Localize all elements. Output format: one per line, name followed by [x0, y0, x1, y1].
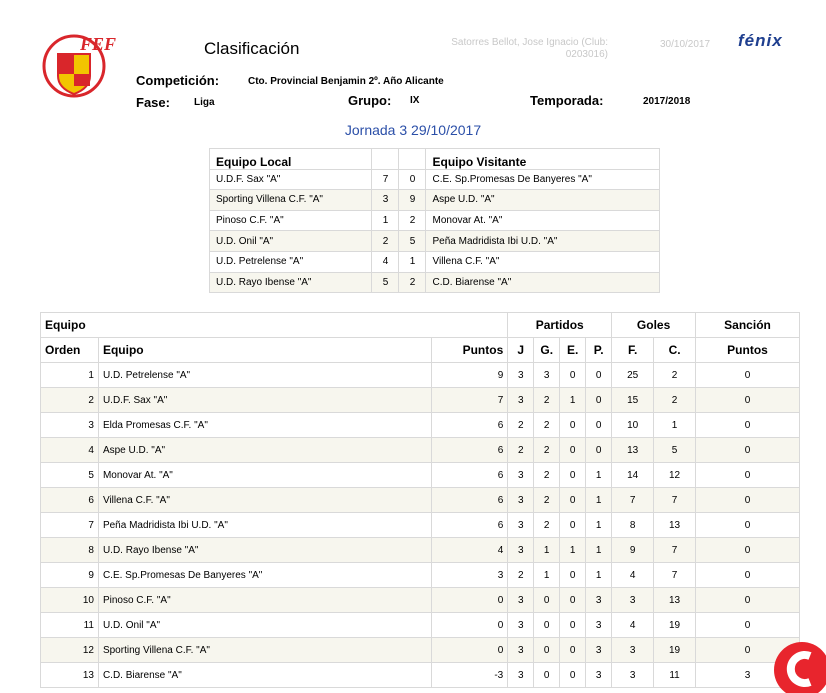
row-c: 7 — [654, 563, 696, 588]
col-g: G. — [534, 338, 560, 363]
row-e: 1 — [560, 388, 586, 413]
row-f: 13 — [612, 438, 654, 463]
row-j: 3 — [508, 538, 534, 563]
visit-team: Peña Madridista Ibi U.D. "A" — [426, 231, 660, 252]
row-puntos: 0 — [432, 638, 508, 663]
row-p: 0 — [586, 388, 612, 413]
row-j: 3 — [508, 638, 534, 663]
row-orden: 7 — [41, 513, 99, 538]
score-header-local — [372, 149, 399, 170]
row-e: 0 — [560, 438, 586, 463]
temporada-label: Temporada: — [530, 93, 604, 108]
print-date: 30/10/2017 — [660, 39, 711, 50]
row-c: 19 — [654, 638, 696, 663]
row-orden: 6 — [41, 488, 99, 513]
row-e: 0 — [560, 588, 586, 613]
col-equipo: Equipo — [98, 338, 431, 363]
col-orden: Orden — [41, 338, 99, 363]
table-row — [41, 413, 800, 438]
row-sancion: 0 — [696, 463, 800, 488]
col-c: C. — [654, 338, 696, 363]
row-p: 1 — [586, 463, 612, 488]
row-sancion: 0 — [696, 563, 800, 588]
row-g: 0 — [534, 613, 560, 638]
table-row — [41, 663, 800, 688]
row-j: 3 — [508, 513, 534, 538]
row-f: 9 — [612, 538, 654, 563]
match-row — [210, 231, 660, 252]
row-e: 0 — [560, 563, 586, 588]
grupo-value: IX — [410, 95, 420, 106]
row-sancion: 0 — [696, 538, 800, 563]
row-j: 3 — [508, 463, 534, 488]
group-header-partidos: Partidos — [508, 313, 612, 338]
row-sancion: 3 — [696, 663, 800, 688]
row-g: 0 — [534, 588, 560, 613]
visit-goals: 1 — [399, 251, 426, 272]
row-f: 7 — [612, 488, 654, 513]
brand-logo: fénix — [738, 31, 783, 50]
row-c: 13 — [654, 513, 696, 538]
row-g: 3 — [534, 363, 560, 388]
row-c: 19 — [654, 613, 696, 638]
row-orden: 13 — [41, 663, 99, 688]
row-sancion: 0 — [696, 588, 800, 613]
row-e: 0 — [560, 638, 586, 663]
row-f: 14 — [612, 463, 654, 488]
row-e: 1 — [560, 538, 586, 563]
visitante-header: Equipo Visitante — [426, 149, 660, 170]
row-equipo: Villena C.F. "A" — [98, 488, 431, 513]
table-row — [41, 463, 800, 488]
score-header-visit — [399, 149, 426, 170]
fase-label: Fase: — [136, 95, 170, 110]
row-p: 0 — [586, 438, 612, 463]
row-orden: 12 — [41, 638, 99, 663]
local-goals: 3 — [372, 190, 399, 211]
group-header-equipo: Equipo — [41, 313, 508, 338]
row-orden: 4 — [41, 438, 99, 463]
match-row — [210, 169, 660, 190]
match-row — [210, 272, 660, 293]
table-row — [41, 613, 800, 638]
competicion-label: Competición: — [136, 73, 220, 88]
row-puntos: 9 — [432, 363, 508, 388]
row-puntos: 6 — [432, 413, 508, 438]
temporada-value: 2017/2018 — [643, 96, 691, 107]
row-j: 2 — [508, 438, 534, 463]
table-row — [41, 563, 800, 588]
row-equipo: Elda Promesas C.F. "A" — [98, 413, 431, 438]
row-equipo: Pinoso C.F. "A" — [98, 588, 431, 613]
row-puntos: 6 — [432, 513, 508, 538]
group-header-goles: Goles — [612, 313, 696, 338]
row-puntos: 0 — [432, 588, 508, 613]
row-equipo: C.D. Biarense "A" — [98, 663, 431, 688]
row-equipo: C.E. Sp.Promesas De Banyeres "A" — [98, 563, 431, 588]
user-line-1: Satorres Bellot, Jose Ignacio (Club: — [451, 37, 608, 48]
row-orden: 3 — [41, 413, 99, 438]
row-j: 3 — [508, 488, 534, 513]
group-header-sancion: Sanción — [696, 313, 800, 338]
row-p: 3 — [586, 588, 612, 613]
row-orden: 11 — [41, 613, 99, 638]
row-f: 8 — [612, 513, 654, 538]
row-e: 0 — [560, 413, 586, 438]
row-p: 3 — [586, 638, 612, 663]
row-g: 2 — [534, 413, 560, 438]
row-g: 0 — [534, 638, 560, 663]
row-equipo: Peña Madridista Ibi U.D. "A" — [98, 513, 431, 538]
row-orden: 2 — [41, 388, 99, 413]
row-puntos: 7 — [432, 388, 508, 413]
row-puntos: 0 — [432, 613, 508, 638]
col-f: F. — [612, 338, 654, 363]
row-c: 1 — [654, 413, 696, 438]
row-f: 3 — [612, 663, 654, 688]
visit-goals: 9 — [399, 190, 426, 211]
table-row — [41, 488, 800, 513]
row-c: 2 — [654, 388, 696, 413]
row-f: 4 — [612, 613, 654, 638]
col-puntos: Puntos — [432, 338, 508, 363]
local-goals: 2 — [372, 231, 399, 252]
row-p: 1 — [586, 513, 612, 538]
row-equipo: Sporting Villena C.F. "A" — [98, 638, 431, 663]
row-p: 1 — [586, 488, 612, 513]
logo-text: FEF — [80, 34, 116, 54]
row-j: 3 — [508, 613, 534, 638]
row-g: 0 — [534, 663, 560, 688]
row-puntos: 4 — [432, 538, 508, 563]
results-table — [209, 148, 660, 293]
row-orden: 9 — [41, 563, 99, 588]
row-j: 3 — [508, 663, 534, 688]
local-goals: 4 — [372, 251, 399, 272]
table-row — [41, 388, 800, 413]
local-team: Pinoso C.F. "A" — [210, 210, 372, 231]
row-puntos: -3 — [432, 663, 508, 688]
visit-team: Villena C.F. "A" — [426, 251, 660, 272]
row-c: 12 — [654, 463, 696, 488]
match-row — [210, 210, 660, 231]
fase-value: Liga — [194, 97, 215, 108]
col-j: J — [508, 338, 534, 363]
grupo-label: Grupo: — [348, 93, 392, 108]
row-e: 0 — [560, 363, 586, 388]
visit-goals: 2 — [399, 272, 426, 293]
federation-logo — [36, 24, 116, 104]
row-p: 3 — [586, 613, 612, 638]
row-equipo: Aspe U.D. "A" — [98, 438, 431, 463]
row-equipo: U.D. Rayo Ibense "A" — [98, 538, 431, 563]
local-team: U.D. Onil "A" — [210, 231, 372, 252]
app-corner-logo — [772, 642, 826, 693]
user-line-2: 0203016) — [565, 49, 608, 60]
row-puntos: 6 — [432, 488, 508, 513]
visit-team: Monovar At. "A" — [426, 210, 660, 231]
local-goals: 5 — [372, 272, 399, 293]
local-goals: 1 — [372, 210, 399, 231]
row-g: 1 — [534, 563, 560, 588]
row-p: 0 — [586, 413, 612, 438]
row-c: 7 — [654, 488, 696, 513]
row-c: 13 — [654, 588, 696, 613]
row-equipo: U.D.F. Sax "A" — [98, 388, 431, 413]
row-sancion: 0 — [696, 413, 800, 438]
table-row — [41, 513, 800, 538]
row-e: 0 — [560, 463, 586, 488]
match-row — [210, 190, 660, 211]
visit-goals: 5 — [399, 231, 426, 252]
user-info — [400, 37, 608, 61]
table-row — [41, 588, 800, 613]
row-p: 3 — [586, 663, 612, 688]
row-sancion: 0 — [696, 438, 800, 463]
row-c: 5 — [654, 438, 696, 463]
row-g: 2 — [534, 438, 560, 463]
table-row — [41, 438, 800, 463]
row-e: 0 — [560, 488, 586, 513]
row-e: 0 — [560, 663, 586, 688]
row-g: 1 — [534, 538, 560, 563]
row-g: 2 — [534, 513, 560, 538]
jornada-title: Jornada 3 29/10/2017 — [344, 122, 482, 138]
row-g: 2 — [534, 388, 560, 413]
col-e: E. — [560, 338, 586, 363]
visit-goals: 0 — [399, 169, 426, 190]
row-c: 11 — [654, 663, 696, 688]
row-e: 0 — [560, 513, 586, 538]
row-equipo: U.D. Onil "A" — [98, 613, 431, 638]
row-g: 2 — [534, 488, 560, 513]
row-orden: 8 — [41, 538, 99, 563]
table-row — [41, 538, 800, 563]
row-orden: 5 — [41, 463, 99, 488]
row-puntos: 3 — [432, 563, 508, 588]
col-p: P. — [586, 338, 612, 363]
row-j: 2 — [508, 413, 534, 438]
row-f: 10 — [612, 413, 654, 438]
row-sancion: 0 — [696, 388, 800, 413]
row-orden: 10 — [41, 588, 99, 613]
visit-team: C.E. Sp.Promesas De Banyeres "A" — [426, 169, 660, 190]
row-puntos: 6 — [432, 463, 508, 488]
local-team: U.D. Rayo Ibense "A" — [210, 272, 372, 293]
visit-team: C.D. Biarense "A" — [426, 272, 660, 293]
row-sancion: 0 — [696, 613, 800, 638]
local-team: Sporting Villena C.F. "A" — [210, 190, 372, 211]
local-goals: 7 — [372, 169, 399, 190]
row-g: 2 — [534, 463, 560, 488]
row-c: 7 — [654, 538, 696, 563]
row-j: 3 — [508, 388, 534, 413]
row-j: 3 — [508, 363, 534, 388]
match-row — [210, 251, 660, 272]
row-sancion: 0 — [696, 513, 800, 538]
standings-table — [40, 312, 800, 688]
row-f: 3 — [612, 588, 654, 613]
row-sancion: 0 — [696, 638, 800, 663]
row-puntos: 6 — [432, 438, 508, 463]
row-f: 4 — [612, 563, 654, 588]
row-p: 1 — [586, 563, 612, 588]
row-p: 1 — [586, 538, 612, 563]
row-j: 2 — [508, 563, 534, 588]
row-p: 0 — [586, 363, 612, 388]
row-orden: 1 — [41, 363, 99, 388]
local-header: Equipo Local — [210, 149, 372, 170]
local-team: U.D. Petrelense "A" — [210, 251, 372, 272]
row-sancion: 0 — [696, 363, 800, 388]
row-f: 15 — [612, 388, 654, 413]
visit-goals: 2 — [399, 210, 426, 231]
row-equipo: Monovar At. "A" — [98, 463, 431, 488]
row-e: 0 — [560, 613, 586, 638]
row-c: 2 — [654, 363, 696, 388]
visit-team: Aspe U.D. "A" — [426, 190, 660, 211]
row-f: 25 — [612, 363, 654, 388]
table-row — [41, 638, 800, 663]
competicion-value: Cto. Provincial Benjamin 2º. Año Alicante — [248, 76, 444, 87]
table-row — [41, 363, 800, 388]
col-sancion-puntos: Puntos — [696, 338, 800, 363]
page-title: Clasificación — [204, 39, 300, 58]
row-sancion: 0 — [696, 488, 800, 513]
row-f: 3 — [612, 638, 654, 663]
row-equipo: U.D. Petrelense "A" — [98, 363, 431, 388]
local-team: U.D.F. Sax "A" — [210, 169, 372, 190]
row-j: 3 — [508, 588, 534, 613]
